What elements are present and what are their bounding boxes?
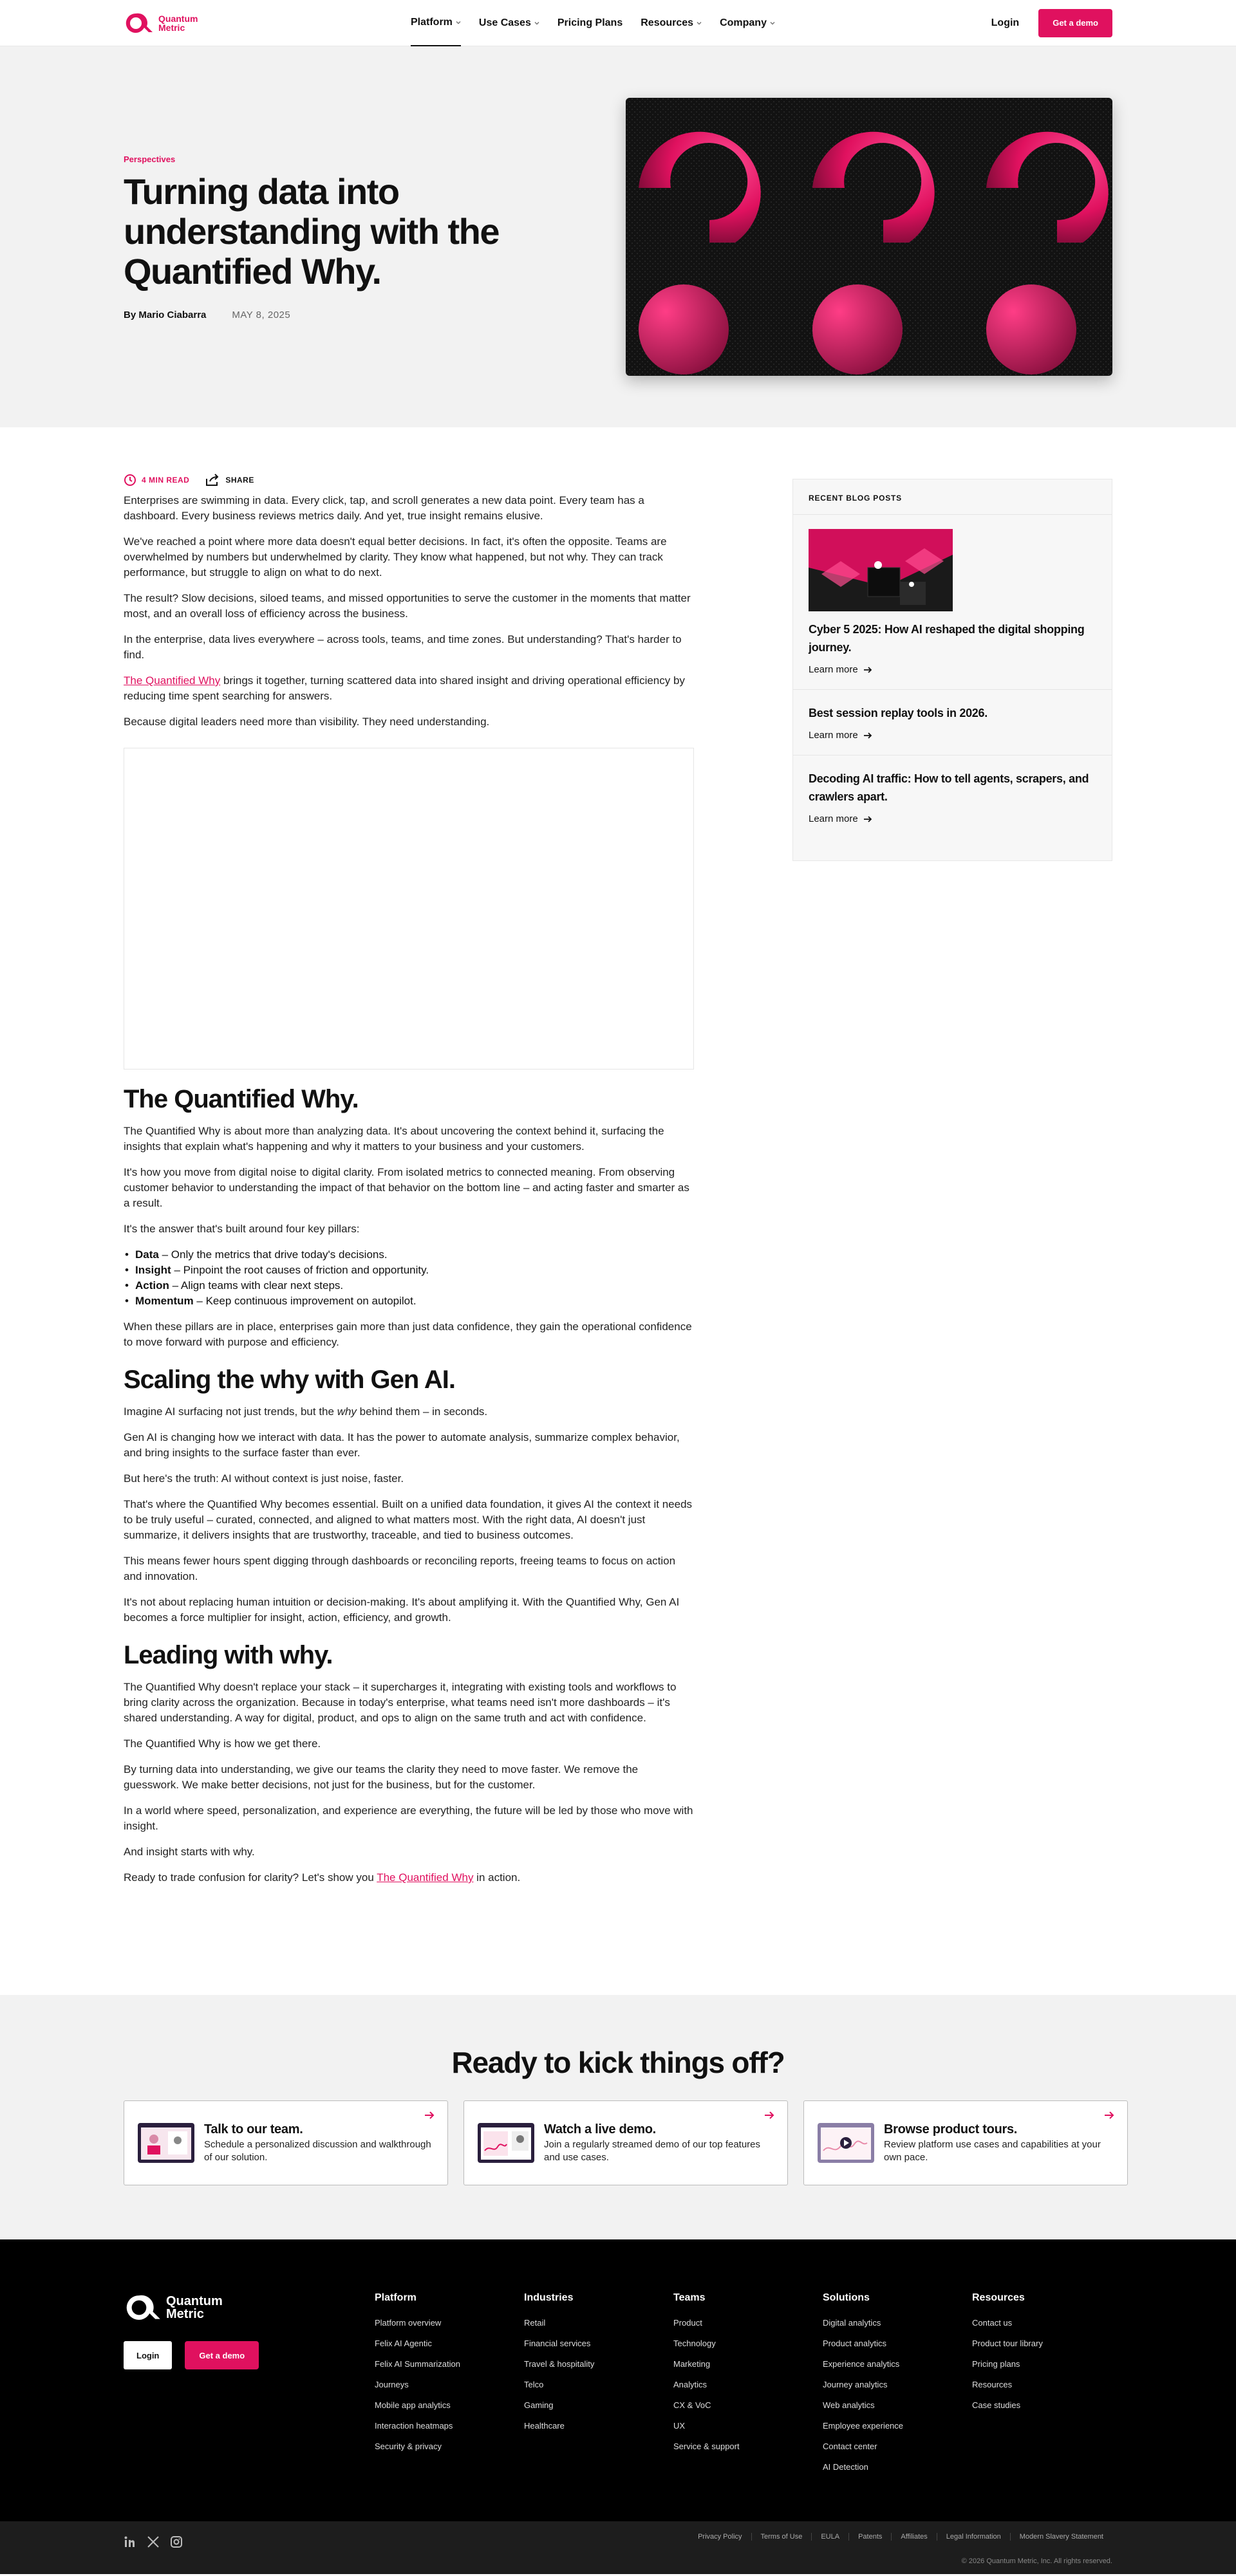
read-time [124,474,189,486]
product-tours-card[interactable] [803,2100,1128,2185]
footer-link[interactable]: Gaming [524,2400,554,2410]
nav-platform[interactable] [411,0,461,46]
paragraph-text: behind them – in seconds. [356,1405,488,1418]
login-link[interactable]: Login [991,17,1020,28]
nav-company-label: Company [720,17,767,28]
paragraph: Gen AI is changing how we interact with data. It has the power to automate analysis, summarize complex behavior, and bring insights to the surface faster than ever. [124,1431,680,1459]
cta-card-desc: Review platform use cases and capabilities at your own pace. [884,2138,1101,2163]
learn-more-label: Learn more [809,730,858,741]
logo-text: Quantum Metric [158,13,198,33]
get-demo-button[interactable]: Get a demo [1038,9,1112,37]
paragraph: The Quantified Why is about more than analyzing data. It's about uncovering the context behind it, surfacing the insights that explain what's happening and why it matters to your business and your customers. [124,1125,664,1153]
quantified-why-link[interactable]: The Quantified Why [377,1871,474,1884]
pillars-list [135,1247,694,1309]
paragraph [124,673,694,704]
logo-text: Quantum Metric [166,2294,223,2321]
paragraph: We've reached a point where more data doesn't equal better decisions. In fact, it's often the opposite. Teams are overwhelmed by numbers but underwhelmed by clarity. They know what happened, but not why. They can track performance, but struggle to align on what to do next. [124,535,667,579]
footer-link[interactable]: Analytics [673,2380,707,2389]
footer-link[interactable]: Experience analytics [823,2359,900,2369]
blog-post-card[interactable] [793,515,1112,690]
logo[interactable] [124,11,203,35]
section-heading: The Quantified Why. [124,1085,359,1113]
nav-actions [991,9,1112,37]
nav-platform-label: Platform [411,17,453,28]
post-title: Decoding AI traffic: How to tell agents, scrapers, and crawlers apart. [809,772,1089,803]
paragraph: Enterprises are swimming in data. Every click, tap, and scroll generates a new data point. Every team has a dashboard. Every business reviews metrics daily. And yet, true insight remains elusive. [124,494,644,522]
cta-card-text [204,2122,435,2164]
list-item [135,1278,694,1293]
learn-more-label: Learn more [809,813,858,824]
footer-link[interactable]: Digital analytics [823,2318,881,2328]
shopping-graphic [809,529,953,611]
paragraph: And insight starts with why. [124,1846,255,1858]
paragraph: Because digital leaders need more than visibility. They need understanding. [124,716,490,728]
arrow-right-icon [764,2111,774,2119]
footer-link[interactable]: AI Detection [823,2462,868,2472]
live-demo-card[interactable] [464,2100,788,2185]
chevron-down-icon [697,21,702,26]
learn-more-link[interactable] [809,730,1096,741]
legal-link[interactable]: Terms of Use [751,2533,812,2541]
footer-link[interactable]: Financial services [524,2339,591,2348]
footer-col-teams [673,2292,823,2478]
author: By Mario Ciabarra [124,310,207,320]
footer-link[interactable]: Product analytics [823,2339,886,2348]
footer-columns [375,2292,1075,2478]
paragraph: In a world where speed, personalization, and experience are everything, the future will be led by those who move with insight. [124,1804,693,1832]
nav-use-cases-label: Use Cases [478,17,531,28]
footer-brand [124,2292,259,2369]
product-tour-icon [817,2122,875,2164]
footer-bottom-bar [0,2521,1236,2574]
footer-link[interactable]: Contact us [972,2318,1013,2328]
cta-card-desc: Schedule a personalized discussion and walkthrough of our solution. [204,2138,431,2163]
pillar-desc: – Align teams with clear next steps. [169,1279,344,1292]
footer-link[interactable]: Web analytics [823,2400,875,2410]
footer-link[interactable]: Case studies [972,2400,1021,2410]
sidebar-title: RECENT BLOG POSTS [793,479,1112,515]
nav-resources-label: Resources [641,17,694,28]
emphasis-text: why [337,1405,357,1418]
footer-col-title: Industries [524,2292,574,2303]
cta-card-title: Browse product tours. [884,2122,1018,2136]
footer-col-industries [524,2292,673,2478]
footer-link[interactable]: Service & support [673,2442,740,2451]
paragraph-text: Imagine AI surfacing not just trends, but the [124,1405,337,1418]
question-mark-graphic [626,98,1112,376]
video-embed[interactable] [124,748,694,1070]
footer-link[interactable]: UX [673,2421,686,2431]
share-icon [205,474,220,486]
footer-buttons [124,2341,259,2369]
paragraph: This means fewer hours spent digging through dashboards or reconciling reports, freeing teams to focus on action and innovation. [124,1555,676,1582]
footer-link[interactable]: Telco [524,2380,544,2389]
legal-link[interactable]: Modern Slavery Statement [1010,2533,1112,2541]
post-title: Cyber 5 2025: How AI reshaped the digital shopping journey. [809,623,1085,654]
post-title: Best session replay tools in 2026. [809,707,988,719]
pillar-desc: – Keep continuous improvement on autopilot. [193,1295,417,1307]
footer-demo-button[interactable]: Get a demo [185,2341,259,2369]
main-menu [411,0,775,46]
paragraph: It's not about replacing human intuition or decision-making. It's about amplifying it. With the Quantified Why, Gen AI becomes a force multiplier for insight, action, efficiency, and growth. [124,1596,680,1624]
nav-pricing-label: Pricing Plans [557,17,623,28]
share-label: SHARE [225,476,254,485]
legal-link[interactable]: Privacy Policy [698,2533,742,2541]
footer-link[interactable]: Product tour library [972,2339,1043,2348]
footer-link[interactable]: Interaction heatmaps [375,2421,453,2431]
paragraph: That's where the Quantified Why becomes essential. Built on a unified data foundation, it gives AI the context it needs to be truly useful – curated, connected, and aligned to what matters most. With the right data, AI doesn't just summarize, it delivers insights that are trustworthy, traceable, and tied to business outcomes. [124,1498,693,1541]
paragraph: The Quantified Why is how we get there. [124,1737,321,1750]
footer-logo[interactable] [124,2292,259,2323]
footer-link[interactable]: Marketing [673,2359,711,2369]
footer-link[interactable]: Felix AI Summarization [375,2359,460,2369]
list-item [135,1247,694,1263]
paragraph: By turning data into understanding, we give our teams the clarity they need to move faster. We remove the guesswork. We make better decisions, not just for the business, but for the customer. [124,1763,639,1791]
hero-eyebrow: Perspectives [124,154,176,164]
footer-col-resources [972,2292,1075,2478]
footer-link[interactable]: Mobile app analytics [375,2400,451,2410]
footer-col-title: Platform [375,2292,417,2303]
cta-cards [124,2100,1128,2185]
footer-col-solutions [823,2292,972,2478]
nav-company[interactable] [720,0,775,46]
article-body [124,474,694,1896]
cta-title: Ready to kick things off? [451,2046,785,2079]
footer-link[interactable]: Product [673,2318,702,2328]
arrow-right-icon [863,815,872,823]
article-meta [124,474,694,486]
learn-more-label: Learn more [809,664,858,675]
paragraph: It's the answer that's built around four key pillars: [124,1223,360,1235]
footer-link[interactable]: Pricing plans [972,2359,1020,2369]
hero [0,46,1236,427]
post-thumbnail [809,529,953,611]
paragraph: But here's the truth: AI without context is just noise, faster. [124,1472,404,1485]
paragraph: The result? Slow decisions, siloed teams, and missed opportunities to serve the customer in the moments that matter most, and an overall loss of efficiency across the business. [124,592,691,620]
legal-link[interactable]: Affiliates [891,2533,936,2541]
chevron-down-icon [534,21,539,26]
video-call-icon [137,2122,195,2164]
pillar-term: Action [135,1279,169,1292]
page-title: Turning data into understanding with the Quantified Why. [124,171,499,292]
arrow-right-icon [1104,2111,1114,2119]
cta-card-title: Talk to our team. [204,2122,303,2136]
learn-more-link[interactable] [809,664,1096,675]
paragraph-text: in action. [473,1871,521,1884]
cta-card-text [884,2122,1114,2164]
instagram-icon[interactable] [170,2535,183,2548]
cta-card-text [544,2122,774,2164]
footer-link[interactable]: Retail [524,2318,546,2328]
pillar-term: Insight [135,1264,171,1276]
footer-col-title: Teams [673,2292,706,2303]
legal-link[interactable]: Legal Information [937,2533,1010,2541]
learn-more-link[interactable] [809,813,1096,824]
list-item [135,1263,694,1278]
paragraph: The Quantified Why doesn't replace your stack – it supercharges it, integrating with existing tools and workflows to bring clarity across the organization. Because in today's enterprise, what teams need isn't more dashboards – it's shared understanding. A way for digital, product, and ops to align on the same truth and act with confidence. [124,1681,677,1724]
clock-icon [124,474,136,486]
legal-link[interactable]: EULA [811,2533,848,2541]
live-demo-icon [477,2122,535,2164]
list-item [135,1293,694,1309]
nav-pricing[interactable] [557,0,623,46]
paragraph: When these pillars are in place, enterprises gain more than just data confidence, they gain the operational confidence to move forward with purpose and efficiency. [124,1320,692,1348]
pillar-desc: – Only the metrics that drive today's decisions. [158,1248,388,1261]
footer-link[interactable]: Travel & hospitality [524,2359,595,2369]
footer-link[interactable]: Resources [972,2380,1013,2389]
footer-login-button[interactable]: Login [124,2341,172,2369]
read-time-label: 4 MIN READ [142,476,190,485]
article-section [0,427,1236,1995]
hero-text [124,154,523,320]
hero-image [626,98,1112,376]
paragraph [124,1404,694,1420]
blog-post-card[interactable] [793,690,1112,755]
footer-link[interactable]: Technology [673,2339,716,2348]
footer-link[interactable]: CX & VoC [673,2400,711,2410]
legal-link[interactable]: Patents [848,2533,891,2541]
footer [0,2239,1236,2521]
nav-use-cases[interactable] [479,0,539,46]
footer-col-title: Resources [972,2292,1025,2303]
footer-link[interactable]: Employee experience [823,2421,904,2431]
nav-resources[interactable] [641,0,702,46]
copyright: © 2026 Quantum Metric, Inc. All rights reserved. [961,2557,1112,2565]
share-button[interactable] [205,474,254,486]
footer-col-title: Solutions [823,2292,870,2303]
footer-link[interactable]: Journeys [375,2380,409,2389]
quantified-why-link[interactable]: The Quantified Why [124,674,221,687]
social-links [124,2535,183,2548]
pillar-term: Data [135,1248,159,1261]
byline [124,310,523,320]
paragraph-text: brings it together, turning scattered data into shared insight and driving operational efficiency by reducing time spent searching for answers. [124,674,685,702]
footer-link[interactable]: Healthcare [524,2421,565,2431]
section-heading: Leading with why. [124,1641,333,1669]
arrow-right-icon [863,732,872,739]
blog-post-card[interactable] [793,755,1112,839]
paragraph: It's how you move from digital noise to digital clarity. From isolated metrics to connected meaning. From observing customer behavior to understanding the impact of that behavior on the bottom line – and acting faster and smarter as a result. [124,1166,689,1209]
cta-card-title: Watch a live demo. [544,2122,656,2136]
arrow-right-icon [424,2111,435,2119]
footer-link[interactable]: Felix AI Agentic [375,2339,432,2348]
pillar-term: Momentum [135,1295,194,1307]
footer-link[interactable]: Security & privacy [375,2442,442,2451]
logo-icon [124,11,153,35]
footer-link[interactable]: Journey analytics [823,2380,888,2389]
chevron-down-icon [456,20,461,25]
publish-date: MAY 8, 2025 [232,310,291,320]
recent-posts-sidebar [792,479,1112,861]
pillar-desc: – Pinpoint the root causes of friction and opportunity. [171,1264,429,1276]
legal-links [689,2533,1112,2541]
top-nav [0,0,1236,46]
section-heading: Scaling the why with Gen AI. [124,1366,456,1394]
logo-icon [124,2292,161,2323]
cta-card-desc: Join a regularly streamed demo of our top features and use cases. [544,2138,761,2163]
paragraph [124,1870,694,1886]
footer-link[interactable]: Platform overview [375,2318,442,2328]
footer-col-platform [375,2292,524,2478]
paragraph: In the enterprise, data lives everywhere – across tools, teams, and time zones. But understanding? That's harder to find. [124,633,682,661]
paragraph-text: Ready to trade confusion for clarity? Let's show you [124,1871,377,1884]
cta-section [0,1995,1236,2239]
footer-link[interactable]: Contact center [823,2442,877,2451]
arrow-right-icon [863,666,872,674]
chevron-down-icon [770,21,775,26]
linkedin-icon[interactable] [124,2535,136,2548]
x-twitter-icon[interactable] [147,2535,160,2548]
talk-to-team-card[interactable] [124,2100,448,2185]
